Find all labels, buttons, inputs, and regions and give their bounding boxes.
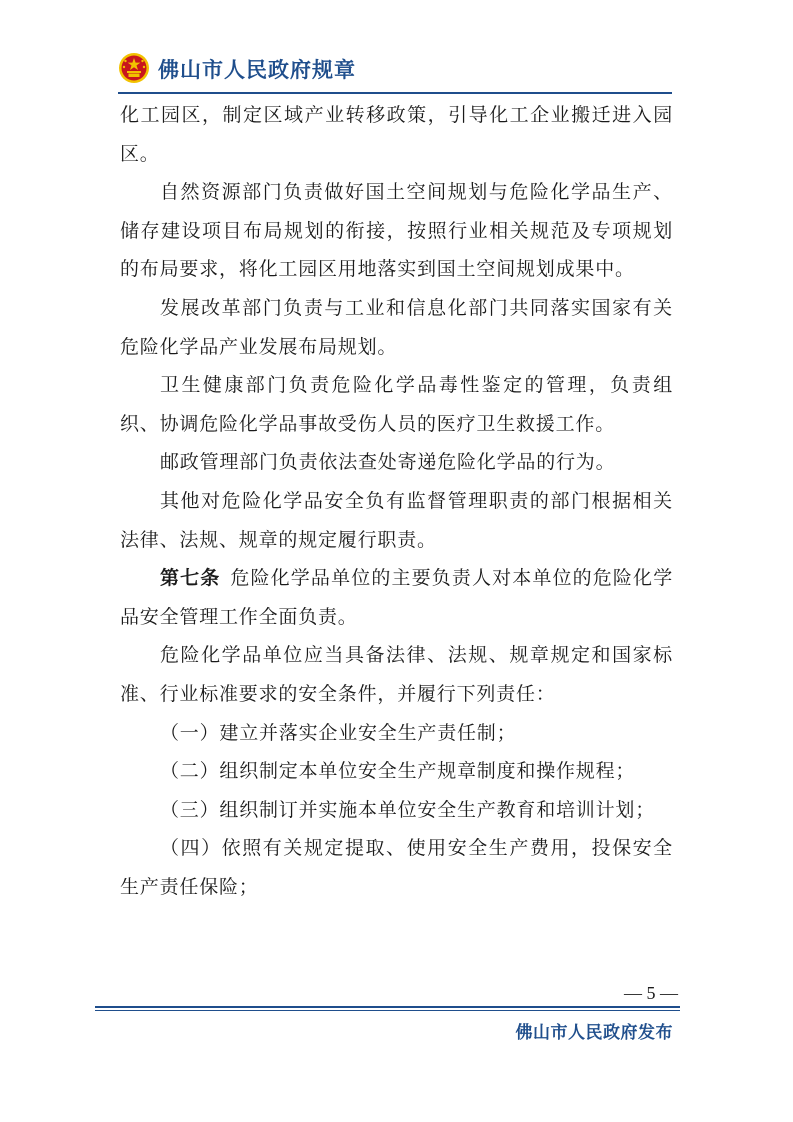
list-item: （二）组织制定本单位安全生产规章制度和操作规程； bbox=[160, 760, 636, 783]
paragraph: 危险化学品单位应当具备法律、法规、规章规定和国家标准、行业标准要求的安全条件，并履行下列责任： bbox=[120, 644, 673, 705]
page-number: — 5 — bbox=[624, 983, 678, 1003]
paragraph: 其他对危险化学品安全负有监督管理职责的部门根据相关法律、法规、规章的规定履行职责。 bbox=[120, 489, 673, 551]
paragraph: 卫生健康部门负责危险化学品毒性鉴定的管理，负责组织、协调危险化学品事故受伤人员的医疗卫生救援工作。 bbox=[120, 374, 673, 435]
footer-divider bbox=[95, 1006, 680, 1008]
document-body bbox=[120, 96, 673, 906]
list-item: （三）组织制订并实施本单位安全生产教育和培训计划； bbox=[160, 798, 656, 821]
footer-publisher: 佛山市人民政府发布 bbox=[515, 1023, 673, 1043]
header-title: 佛山市人民政府规章 bbox=[158, 58, 356, 82]
paragraph: 化工园区，制定区域产业转移政策，引导化工企业搬迁进入园区。 bbox=[120, 104, 673, 165]
paragraph: 邮政管理部门负责依法查处寄递危险化学品的行为。 bbox=[160, 451, 616, 474]
article-text: 危险化学品单位的主要负责人对本单位的危险化学品安全管理工作全面负责。 bbox=[120, 567, 673, 628]
footer-divider-thin bbox=[95, 1010, 680, 1011]
paragraph: 自然资源部门负责做好国土空间规划与危险化学品生产、储存建设项目布局规划的衔接，按照行业相关规范及专项规划的布局要求，将化工园区用地落实到国土空间规划成果中。 bbox=[120, 181, 673, 281]
article-number: 第七条 bbox=[160, 567, 221, 590]
page-header bbox=[118, 48, 678, 92]
list-item: （四）依照有关规定提取、使用安全生产费用，投保安全生产责任保险； bbox=[120, 837, 673, 898]
list-item: （一）建立并落实企业安全生产责任制； bbox=[160, 721, 517, 744]
paragraph: 发展改革部门负责与工业和信息化部门共同落实国家有关危险化学品产业发展布局规划。 bbox=[120, 296, 673, 358]
national-emblem-icon bbox=[118, 52, 150, 84]
header-divider bbox=[118, 92, 672, 94]
article-paragraph bbox=[120, 559, 673, 636]
